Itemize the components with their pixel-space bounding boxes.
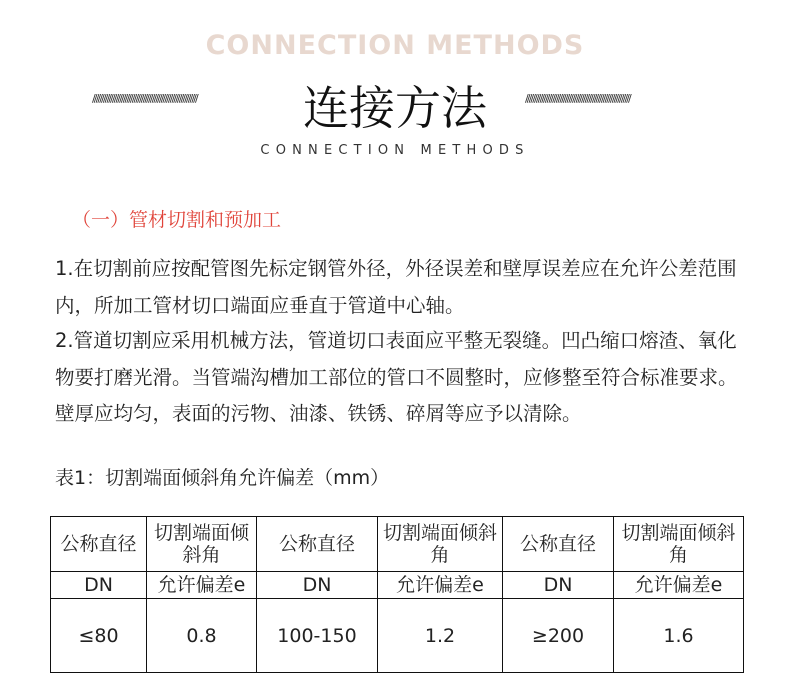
en-title-small: CONNECTION METHODS [260, 143, 530, 158]
subheader-cell-dn: DN [51, 572, 147, 599]
section-heading: （一）管材切割和预加工 [72, 209, 282, 231]
header-cell-cut-angle: 切割端面倾斜角 [614, 517, 744, 572]
header-cell-cut-angle: 切割端面倾斜角 [147, 517, 257, 572]
decorative-slashes-right: ////////////////////////////////////////////////////////// [525, 92, 630, 105]
table-subheader-row [51, 572, 744, 599]
header-cell-nominal-diameter: 公称直径 [257, 517, 378, 572]
title-row [0, 72, 790, 136]
tolerance-table [50, 516, 744, 673]
decorative-slashes-left: ////////////////////////////////////////////////////////// [92, 92, 197, 105]
subheader-cell-tolerance: 允许偏差e [147, 572, 257, 599]
en-title-big: CONNECTION METHODS [205, 30, 585, 61]
subheader-cell-dn: DN [503, 572, 614, 599]
header-cell-cut-angle: 切割端面倾斜角 [378, 517, 503, 572]
table-caption: 表1：切割端面倾斜角允许偏差（mm） [55, 467, 390, 489]
value-cell-tolerance: 1.6 [614, 599, 744, 673]
paragraph-1: 1.在切割前应按配管图先标定钢管外径，外径误差和壁厚误差应在允许公差范围内，所加工管材切口端面应垂直于管道中心轴。 [55, 257, 737, 317]
value-cell-tolerance: 0.8 [147, 599, 257, 673]
paragraph-2: 2.管道切割应采用机械方法，管道切口表面应平整无裂缝。凹凸缩口熔渣、氧化物要打磨光滑。当管端沟槽加工部位的管口不圆整时，应修整至符合标准要求。壁厚应均匀，表面的污物、油漆、铁锈、碎屑等应予以清除。 [55, 329, 738, 425]
header-cell-nominal-diameter: 公称直径 [51, 517, 147, 572]
subheader-cell-tolerance: 允许偏差e [378, 572, 503, 599]
table-row [51, 599, 744, 673]
value-cell-dn: ≤80 [51, 599, 147, 673]
table-header-row [51, 517, 744, 572]
subheader-cell-tolerance: 允许偏差e [614, 572, 744, 599]
page-title: 连接方法 [303, 81, 487, 135]
subheader-cell-dn: DN [257, 572, 378, 599]
value-cell-dn: ≥200 [503, 599, 614, 673]
header-cell-nominal-diameter: 公称直径 [503, 517, 614, 572]
value-cell-tolerance: 1.2 [378, 599, 503, 673]
value-cell-dn: 100-150 [257, 599, 378, 673]
